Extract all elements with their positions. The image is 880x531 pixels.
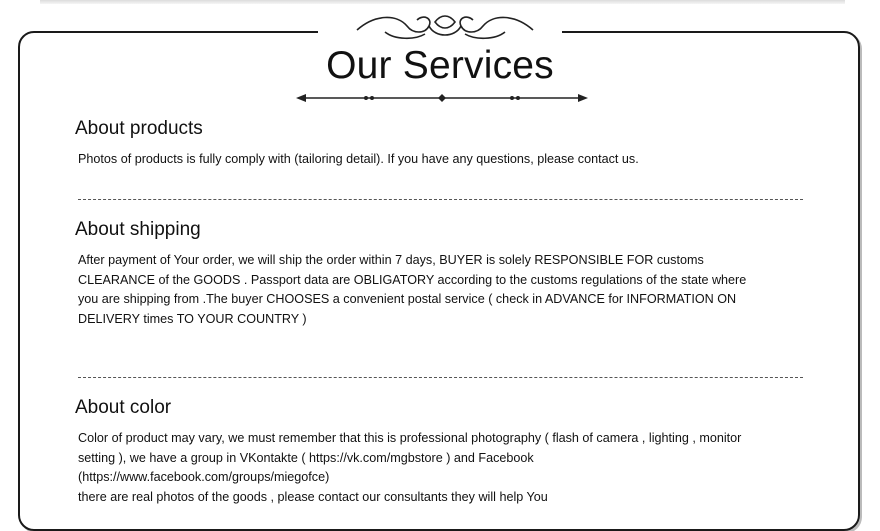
section-body-shipping: After payment of Your order, we will ship the order within 7 days, BUYER is solely RESPONSIBLE FOR customs CLEARANCE of the GOODS . Passport data are OBLIGATORY according to the customs regulations of the state where you are shipping from .The buyer CHOOSES a convenient postal service ( check in ADVANCE for INFORMATION ON DELIVERY times TO YOUR COUNTRY ) [78,253,747,326]
section-heading-products: About products [75,118,203,139]
section-divider [78,377,803,378]
ornament-flourish-icon [355,10,535,44]
arrow-divider-icon [296,91,588,105]
top-shadow-bar [40,0,845,4]
page-title: Our Services [326,44,554,87]
section-body-color: Color of product may vary, we must remember that this is professional photography ( flash of camera , lighting , monitor setting ), we have a group in VKontakte ( https://vk.com/mgbstore ) and Facebook (https://www.facebook.com/groups/miegofce) there are real photos of the goods , please contact our consultants they will help You [78,431,742,504]
section-body-products: Photos of products is fully comply with (tailoring detail). If you have any questions, please contact us. [78,152,639,166]
section-heading-shipping: About shipping [75,219,201,240]
section-divider [78,199,803,200]
section-heading-color: About color [75,397,172,418]
